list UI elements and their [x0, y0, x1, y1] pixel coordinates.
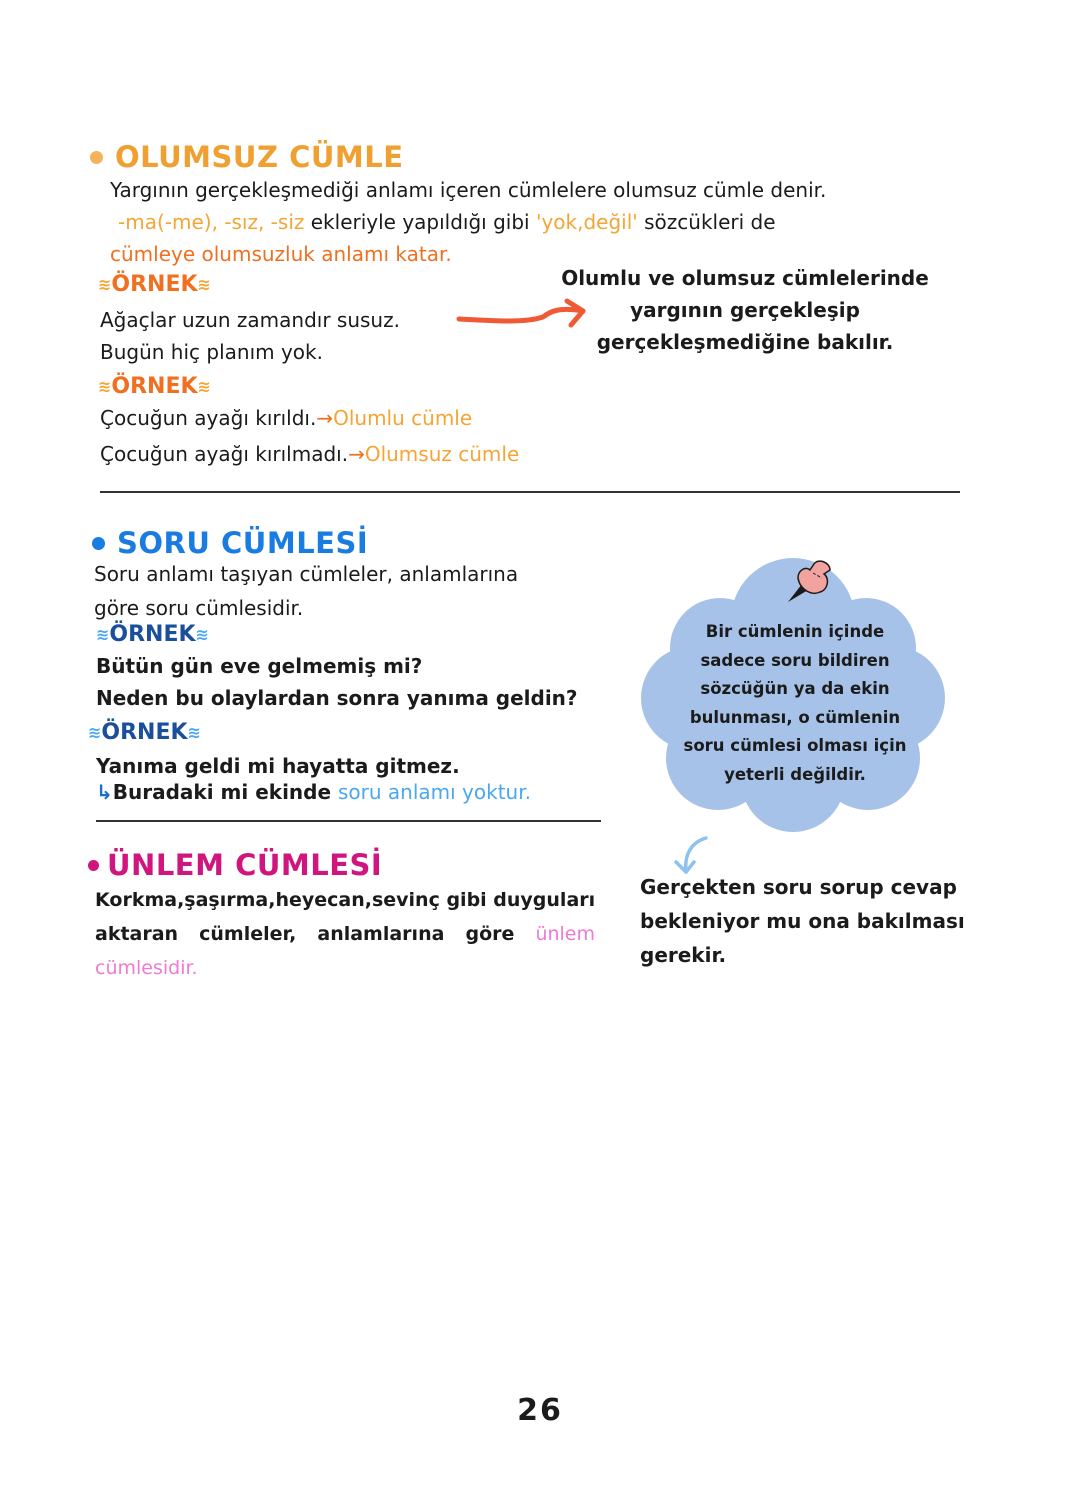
- olumsuz-line2-mid: ekleriyle yapıldığı gibi: [304, 210, 536, 234]
- turn-arrow-icon: ↳: [96, 780, 113, 804]
- cloud-note-line: sadece soru bildiren: [700, 650, 890, 670]
- bullet-dot-icon: [88, 860, 99, 871]
- unlem-line2: [95, 918, 595, 950]
- unlem-heading: [88, 848, 382, 882]
- ornek-text: ÖRNEK: [101, 720, 188, 745]
- arrow-right-icon: →: [348, 442, 365, 466]
- sparkle-right-icon: ≋: [197, 377, 211, 396]
- cloud-note-line: yeterli değildir.: [724, 764, 866, 784]
- sparkle-left-icon: ≋: [88, 723, 102, 742]
- example-sentence: Çocuğun ayağı kırıldı.: [100, 406, 317, 430]
- olumsuz-example2-line: [100, 402, 472, 434]
- ornek-text: ÖRNEK: [111, 374, 198, 399]
- sparkle-right-icon: ≋: [195, 625, 209, 644]
- side-tip-line: gerekir.: [640, 943, 727, 967]
- olumsuz-heading-text: OLUMSUZ CÜMLE: [115, 140, 404, 174]
- unlem-heading-text: ÜNLEM CÜMLESİ: [107, 848, 383, 882]
- side-note-line: yargının gerçekleşip: [630, 298, 860, 322]
- cloud-note-line: sözcüğün ya da ekin: [700, 679, 890, 698]
- unlem-highlight: ünlem: [535, 923, 595, 945]
- side-tip-line: bekleniyor mu ona bakılması: [640, 909, 965, 933]
- side-note-line: gerçekleşmediğine bakılır.: [596, 330, 894, 354]
- soru-example2-line: Yanıma geldi mi hayatta gitmez.: [96, 754, 460, 778]
- olumsuz-example1-label: [98, 272, 211, 297]
- olumsuz-example2-label: [98, 374, 211, 399]
- soru-definition-line: Soru anlamı taşıyan cümleler, anlamlarına: [94, 562, 519, 586]
- olumsuz-words: 'yok,değil': [535, 210, 638, 234]
- unlem-line3: cümlesidir.: [95, 957, 198, 979]
- olumsuz-side-note: [560, 262, 930, 358]
- side-note-line: Olumlu ve olumsuz cümlelerinde: [561, 266, 929, 290]
- example-note: Olumlu cümle: [333, 406, 473, 430]
- bullet-dot-icon: [90, 151, 103, 164]
- soru-example1-label: [96, 622, 209, 647]
- ornek-text: ÖRNEK: [109, 622, 196, 647]
- sparkle-left-icon: ≋: [98, 275, 112, 294]
- pushpin-icon: [780, 556, 840, 606]
- soru-example-line: Neden bu olaylardan sonra yanıma geldin?: [96, 686, 578, 710]
- section-divider: [100, 491, 960, 493]
- cloud-note-text: [660, 618, 930, 789]
- olumsuz-heading: [90, 140, 404, 174]
- soru-definition-line: göre soru cümlesidir.: [94, 596, 304, 620]
- section-divider: [96, 820, 601, 822]
- soru-note-text: Buradaki mi ekinde: [112, 780, 338, 804]
- olumsuz-definition: Yargının gerçekleşmediği anlamı içeren cümlelere olumsuz cümle denir.: [110, 178, 827, 202]
- cloud-note-line: soru cümlesi olması için: [683, 736, 907, 755]
- sparkle-left-icon: ≋: [98, 377, 112, 396]
- soru-heading-text: SORU CÜMLESİ: [117, 526, 369, 560]
- unlem-line2-text: aktaran cümleler, anlamlarına göre: [95, 923, 536, 945]
- soru-note-highlight: soru anlamı yoktur.: [338, 780, 531, 804]
- olumsuz-example1-line: Bugün hiç planım yok.: [100, 340, 323, 364]
- bullet-dot-icon: [92, 537, 105, 550]
- soru-heading: [92, 526, 368, 560]
- olumsuz-example2-line: [100, 438, 519, 470]
- arrow-right-icon: →: [316, 406, 334, 430]
- olumsuz-line2: [118, 206, 776, 238]
- sparkle-left-icon: ≋: [96, 625, 110, 644]
- soru-example2-label: [88, 720, 201, 745]
- example-note: Olumsuz cümle: [364, 442, 520, 466]
- sparkle-right-icon: ≋: [187, 723, 201, 742]
- side-tip: [640, 870, 965, 972]
- unlem-line1: Korkma,şaşırma,heyecan,sevinç gibi duyguları: [95, 889, 596, 911]
- cloud-note-line: bulunması, o cümlenin: [689, 707, 901, 727]
- example-sentence: Çocuğun ayağı kırılmadı.: [100, 442, 349, 466]
- olumsuz-example1-line: Ağaçlar uzun zamandır susuz.: [100, 308, 400, 332]
- ornek-text: ÖRNEK: [111, 272, 198, 297]
- side-tip-line: Gerçekten soru sorup cevap: [640, 875, 957, 899]
- cloud-note-line: Bir cümlenin içinde: [705, 622, 885, 641]
- olumsuz-suffixes: -ma(-me), -sız, -siz: [118, 210, 305, 234]
- page-number: 26: [517, 1393, 563, 1428]
- olumsuz-line3: cümleye olumsuzluk anlamı katar.: [110, 242, 452, 266]
- sparkle-right-icon: ≋: [197, 275, 211, 294]
- olumsuz-line2-end: sözcükleri de: [637, 210, 776, 234]
- soru-example-line: Bütün gün eve gelmemiş mi?: [96, 654, 423, 678]
- soru-note: [96, 776, 531, 808]
